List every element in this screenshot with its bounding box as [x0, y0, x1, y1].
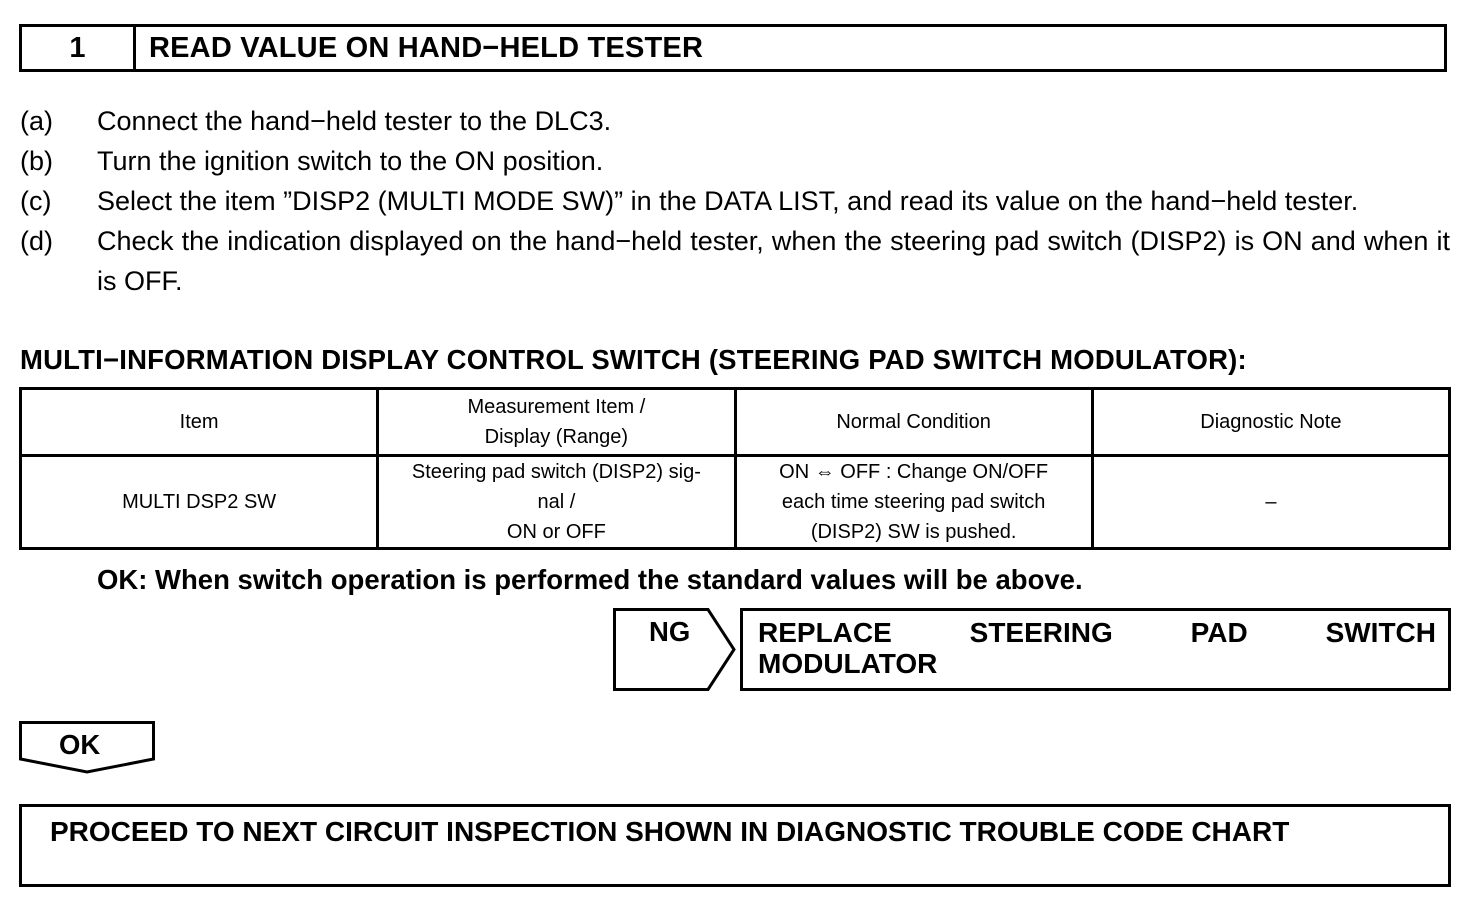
step-header	[19, 24, 1447, 72]
ok-statement: OK: When switch operation is performed the standard values will be above.	[97, 564, 1083, 595]
instruction-letter: (d)	[20, 226, 53, 256]
header-normal-condition: Normal Condition	[735, 389, 1092, 456]
cell-normal-condition	[735, 456, 1092, 549]
instruction-letter: (a)	[20, 106, 53, 136]
step-title: READ VALUE ON HAND−HELD TESTER	[149, 31, 704, 64]
header-diagnostic-note: Diagnostic Note	[1092, 389, 1449, 456]
cell-diagnostic-note: –	[1092, 456, 1449, 549]
instruction-text: Check the indication displayed on the hand−held tester, when the steering pad switch (DISP2) is ON and when it is OFF.	[97, 226, 1450, 296]
header-measurement	[378, 389, 735, 456]
data-list-table	[19, 387, 1451, 550]
instruction-item	[20, 181, 1450, 221]
cell-measurement-line3: ON or OFF	[506, 521, 606, 543]
ng-arrow-box	[613, 608, 737, 691]
ok-label: OK	[59, 729, 101, 760]
ng-action-line1	[758, 617, 1436, 648]
header-measurement-line1: Measurement Item /	[467, 396, 646, 418]
instruction-letter: (c)	[20, 186, 52, 216]
instruction-item	[20, 101, 1450, 141]
ng-action-word: SWITCH	[1325, 617, 1436, 648]
proceed-box: PROCEED TO NEXT CIRCUIT INSPECTION SHOWN IN DIAGNOSTIC TROUBLE CODE CHART	[19, 804, 1451, 887]
cell-measurement	[378, 456, 735, 549]
instruction-item	[20, 221, 1450, 301]
cell-item: MULTI DSP2 SW	[21, 456, 378, 549]
ok-arrow-box	[19, 721, 155, 775]
table-header-row	[21, 389, 1450, 456]
instruction-text: Connect the hand−held tester to the DLC3.	[97, 106, 612, 136]
ng-action-word: PAD	[1190, 617, 1248, 648]
ng-label: NG	[649, 616, 691, 647]
instruction-letter: (b)	[20, 146, 53, 176]
cell-normal-line1: ON ⇔ OFF : Change ON/OFF	[779, 461, 1049, 483]
step-number: 1	[22, 27, 136, 69]
section-subheading: MULTI−INFORMATION DISPLAY CONTROL SWITCH (STEERING PAD SWITCH MODULATOR):	[20, 344, 1247, 375]
instruction-text: Turn the ignition switch to the ON position.	[97, 146, 604, 176]
ng-action-word: STEERING	[969, 617, 1113, 648]
cell-measurement-line1: Steering pad switch (DISP2) sig-	[411, 461, 701, 483]
cell-measurement-line2: nal /	[537, 491, 576, 513]
header-item: Item	[21, 389, 378, 456]
ng-action-box	[740, 608, 1451, 691]
instruction-list	[20, 101, 1450, 301]
cell-normal-line3: (DISP2) SW is pushed.	[810, 521, 1017, 543]
instruction-item	[20, 141, 1450, 181]
ng-action-word: REPLACE	[758, 617, 892, 648]
cell-normal-line2: each time steering pad switch	[781, 491, 1046, 513]
table-row	[21, 456, 1450, 549]
ng-action-line2: MODULATOR	[758, 648, 938, 679]
instruction-text: Select the item ”DISP2 (MULTI MODE SW)” in the DATA LIST, and read its value on the hand−held tester.	[97, 186, 1359, 216]
header-measurement-line2: Display (Range)	[484, 426, 629, 448]
